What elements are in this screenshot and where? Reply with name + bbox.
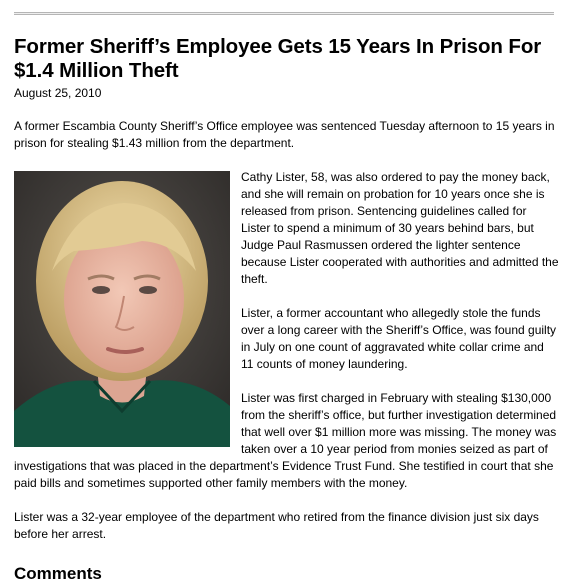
article-paragraph-intro: A former Escambia County Sheriff’s Office employee was sentenced Tuesday afternoon to 15 years in prison for stealing $1.43 million from the department. <box>14 119 555 150</box>
article-body <box>14 118 559 560</box>
top-divider <box>14 12 554 15</box>
mugshot-photo <box>14 171 230 447</box>
article-headline: Former Sheriff’s Employee Gets 15 Years In Prison For $1.4 Million Theft <box>14 35 542 82</box>
article-paragraph-employment: Lister was a 32-year employee of the department who retired from the finance division just six days before her arrest. <box>14 510 539 541</box>
comments-heading: Comments <box>14 564 102 583</box>
article-paragraph-sentence: Cathy Lister, 58, was also ordered to pay the money back, and she will remain on probation for 10 years once she is released from prison. Sentencing guidelines called for Lister to spend a minimum of 30 years behind bars, but Judge Paul Rasmussen ordered the lighter sentence because Lister cooperated with authorities and admitted the theft. <box>241 170 559 286</box>
article-date: August 25, 2010 <box>14 86 102 100</box>
article-paragraph-conviction: Lister, a former accountant who allegedly stole the funds over a long career with the Sheriff’s Office, was found guilty in July on one count of aggravated white collar crime and 11 counts of money laundering. <box>241 306 557 371</box>
article-paragraph-charges: Lister was first charged in February with stealing $130,000 from the sheriff’s office, but further investigation determined that well over $1 million more was missing. The money was taken over a 10 year period from monies seized as part of investigations that was placed in the department’s Evidence Trust Fund. She testified in court that she paid bills and sometimes supported other family members with the money. <box>14 391 557 490</box>
